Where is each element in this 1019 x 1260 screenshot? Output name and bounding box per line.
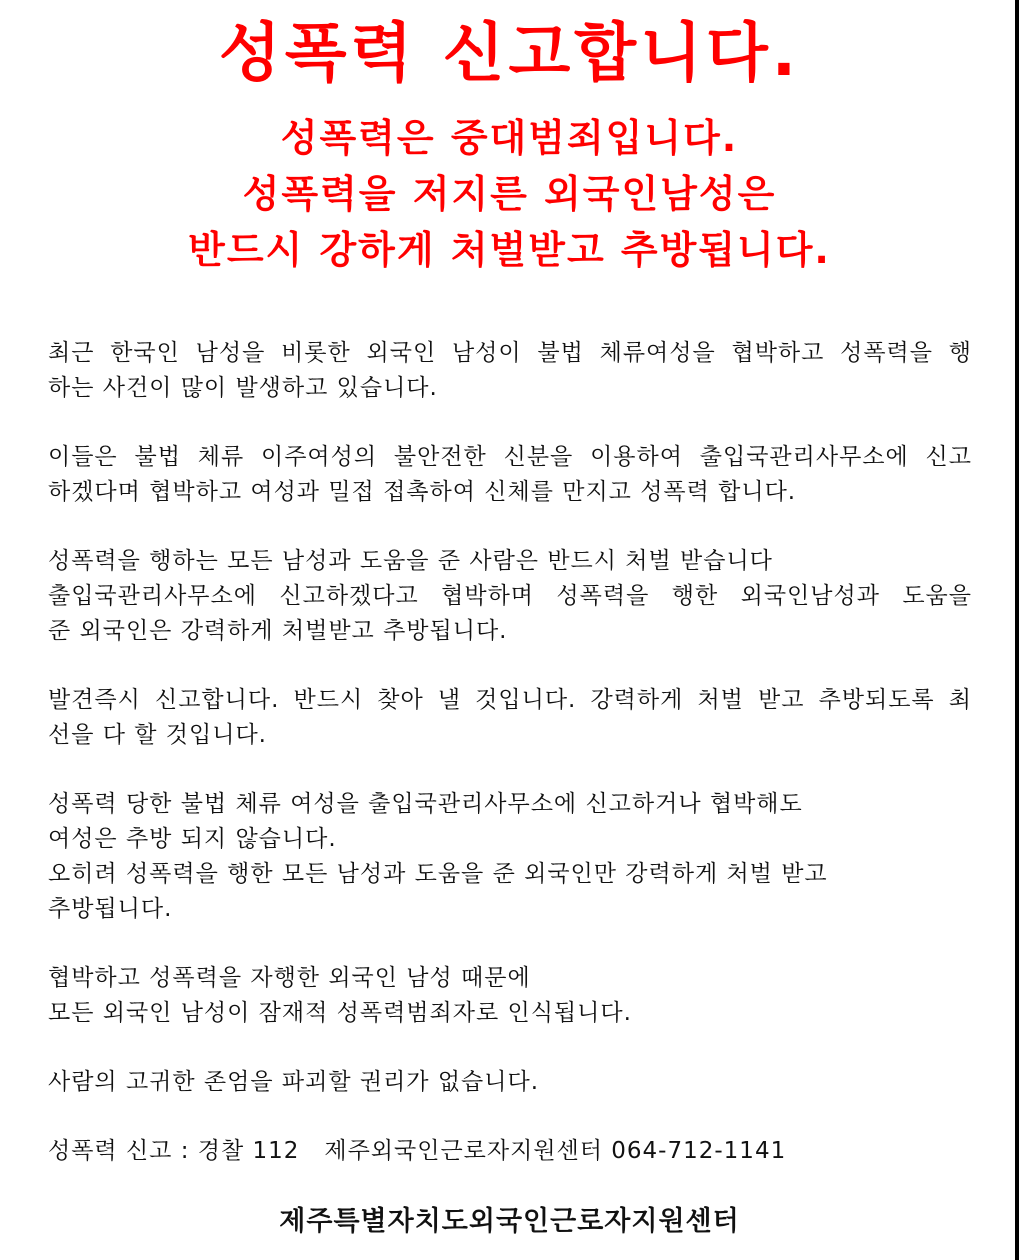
body-line: 하겠다며 협박하고 여성과 밀접 접촉하여 신체를 만지고 성폭력 합니다. [48,479,797,505]
body-line: 이들은 불법 체류 이주여성의 불안전한 신분을 이용하여 출입국관리사무소에 신고 [48,444,972,470]
body-line: 추방됩니다. [48,896,173,922]
body-line: 발견즉시 신고합니다. 반드시 찾아 낼 것입니다. 강력하게 처벌 받고 추방되도록 최 [48,687,972,713]
body-line: 출입국관리사무소에 신고하겠다고 협박하며 성폭력을 행한 외국인남성과 도움을 [48,583,972,609]
body-text [48,336,972,1203]
paragraph-report [48,683,972,753]
paragraph-situation [48,336,972,406]
body-line: 여성은 추방 되지 않습니다. [48,826,337,852]
body-line: 사람의 고귀한 존엄을 파괴할 권리가 없습니다. [48,1069,540,1095]
paragraph-perception [48,961,972,1031]
body-line: 협박하고 성폭력을 자행한 외국인 남성 때문에 [48,965,531,991]
body-line: 선을 다 할 것입니다. [48,722,267,748]
body-line: 최근 한국인 남성을 비롯한 외국인 남성이 불법 체류여성을 협박하고 성폭력을 행 [48,340,972,366]
body-line: 모든 외국인 남성이 잠재적 성폭력범죄자로 인식됩니다. [48,1000,632,1026]
paragraph-method [48,440,972,510]
body-line: 성폭력을 행하는 모든 남성과 도움을 준 사람은 반드시 처벌 받습니다 [48,548,773,574]
paragraph-protection [48,787,972,927]
body-line: 준 외국인은 강력하게 처벌받고 추방됩니다. [48,618,508,644]
body-line: 성폭력 당한 불법 체류 여성을 출입국관리사무소에 신고하거나 협박해도 [48,791,803,817]
subtitle-block [0,110,1019,278]
subtitle-line: 성폭력을 저지른 외국인남성은 [242,172,777,216]
footer-organization: 제주특별자치도외국인근로자지원센터 [279,1206,740,1237]
paragraph-contact [48,1134,972,1169]
poster-title: 성폭력 신고합니다. [218,17,801,91]
body-line: 오히려 성폭력을 행한 모든 남성과 도움을 준 외국인만 강력하게 처벌 받고 [48,861,828,887]
paragraph-punishment [48,544,972,649]
subtitle-line: 성폭력은 중대범죄입니다. [280,116,739,160]
body-line: 하는 사건이 많이 발생하고 있습니다. [48,375,438,401]
subtitle-line: 반드시 강하게 처벌받고 추방됩니다. [188,228,831,272]
paragraph-dignity [48,1065,972,1100]
contact-line: 성폭력 신고 : 경찰 112 제주외국인근로자지원센터 064-712-1141 [48,1138,787,1164]
